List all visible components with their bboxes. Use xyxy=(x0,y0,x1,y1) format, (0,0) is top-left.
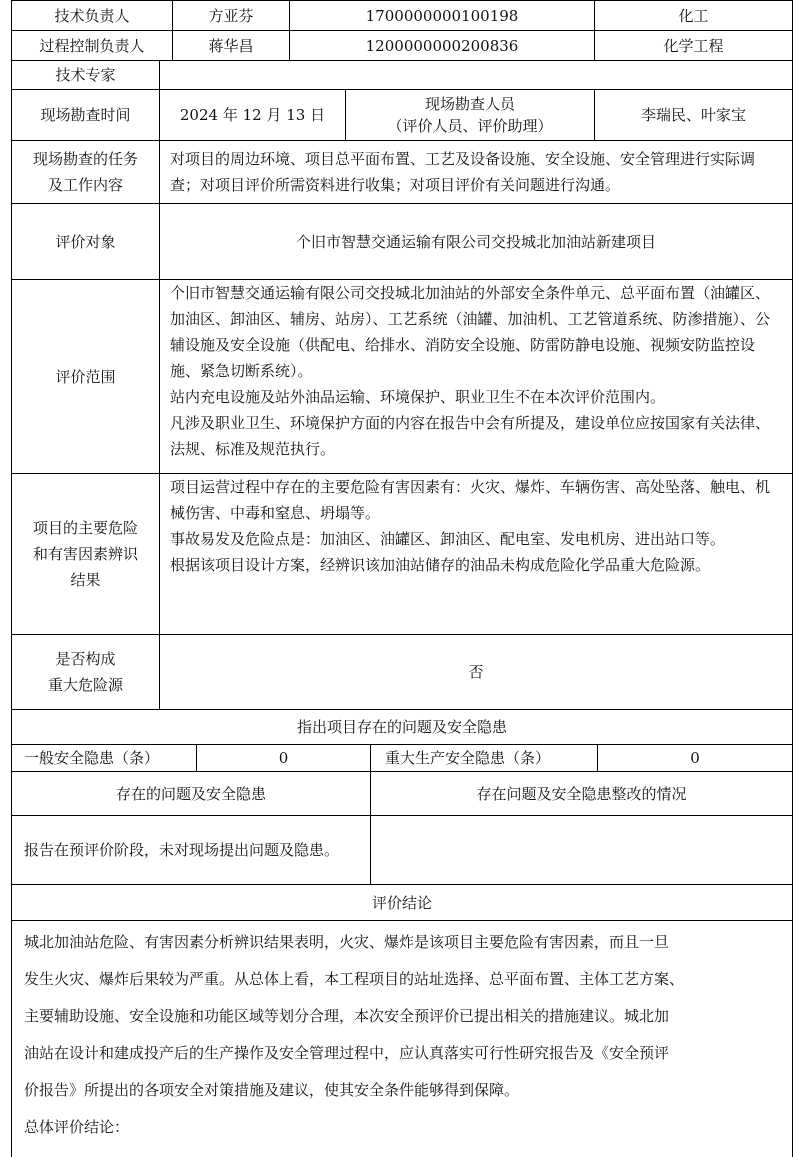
general-hazard-label: 一般安全隐患（条） xyxy=(24,749,160,767)
row-label: 过程控制负责人 xyxy=(39,36,145,55)
fix-column-header: 存在问题及安全隐患整改的情况 xyxy=(370,772,792,815)
major-hazard-count: 0 xyxy=(597,745,792,771)
issue-text: 报告在预评价阶段，未对现场提出问题及隐患。 xyxy=(24,841,340,859)
conclusion-body xyxy=(11,921,793,1157)
scope-paragraph: 个旧市智慧交通运输有限公司交投城北加油站的外部安全条件单元、总平面布置（油罐区、加油区、卸油区、辅房、站房）、工艺系统（油罐、加油机、工艺管道系统、防渗措施）、公辅设施及安全设施（供配电、给排水、消防安全设施、防雷防静电设施、视频安防监控设施、紧急切断系统）。 xyxy=(170,284,771,380)
major-hazard-label-line1: 是否构成 xyxy=(55,650,116,668)
table-row xyxy=(11,280,793,474)
survey-time-label: 现场勘查时间 xyxy=(40,106,131,124)
overall-conclusion-label: 总体评价结论： xyxy=(24,1118,130,1136)
table-row xyxy=(11,816,793,885)
table-row xyxy=(11,204,793,280)
tasks-label-line2: 及工作内容 xyxy=(47,176,123,194)
conclusion-line: 城北加油站危险、有害因素分析辨识结果表明，火灾、爆炸是该项目主要危险有害因素，而且一旦 xyxy=(24,933,670,951)
hazards-label xyxy=(12,474,159,634)
major-hazard-label-line2: 重大危险源 xyxy=(47,676,123,694)
certificate-number: 1700000000100198 xyxy=(289,1,594,30)
expert-value xyxy=(159,61,792,89)
survey-people-value: 李瑞民、叶家宝 xyxy=(594,90,792,140)
hazards-paragraph: 项目运营过程中存在的主要危险有害因素有：火灾、爆炸、车辆伤害、高处坠落、触电、机械伤害、中毒和窒息、坍塌等。 xyxy=(170,478,771,522)
major: 化学工程 xyxy=(594,31,792,60)
major-hazard-count-label: 重大生产安全隐患（条） xyxy=(370,745,597,771)
survey-people-label-line2: （评价人员、评价助理） xyxy=(387,117,553,135)
conclusion-title: 评价结论 xyxy=(371,893,432,912)
survey-people-label xyxy=(345,90,594,140)
table-row xyxy=(11,772,793,816)
issue-content xyxy=(12,816,370,884)
person-name: 方亚芬 xyxy=(172,1,289,30)
hazards-label-line3: 结果 xyxy=(70,571,101,589)
tasks-text: 对项目的周边环境、项目总平面布置、工艺及设备设施、安全设施、安全管理进行实际调查；对项目评价所需资料进行收集；对项目评价有关问题进行沟通。 xyxy=(170,150,756,194)
scope-paragraph: 站内充电设施及站外油品运输、环境保护、职业卫生不在本次评价范围内。 xyxy=(170,388,666,406)
issue-column-header: 存在的问题及安全隐患 xyxy=(115,784,266,803)
conclusion-line: 发生火灾、爆炸后果较为严重。从总体上看，本工程项目的站址选择、总平面布置、主体工艺方案、 xyxy=(24,970,685,988)
hazards-content xyxy=(159,474,792,634)
fix-content xyxy=(370,816,792,884)
hazards-paragraph: 根据该项目设计方案，经辨识该加油站储存的油品未构成危险化学品重大危险源。 xyxy=(170,556,711,574)
hazards-label-line1: 项目的主要危险 xyxy=(32,519,138,537)
object-label: 评价对象 xyxy=(55,232,116,251)
survey-people-label-line1: 现场勘查人员 xyxy=(424,95,515,113)
row-label: 技术负责人 xyxy=(54,6,130,25)
major: 化工 xyxy=(594,1,792,30)
major-hazard-value: 否 xyxy=(159,635,792,709)
scope-content xyxy=(159,280,792,473)
hazards-label-line2: 和有害因素辨识 xyxy=(32,545,138,563)
conclusion-line: 主要辅助设施、安全设施和功能区域等划分合理，本次安全预评价已提出相关的措施建议。城北加 xyxy=(24,1007,670,1025)
conclusion-line: 油站在设计和建成投产后的生产操作及安全管理过程中，应认真落实可行性研究报告及《安全预评 xyxy=(24,1044,670,1062)
expert-label: 技术专家 xyxy=(55,66,116,84)
scope-label: 评价范围 xyxy=(55,367,116,386)
survey-time-value: 2024 年 12 月 13 日 xyxy=(159,90,345,140)
tasks-label-line1: 现场勘查的任务 xyxy=(32,150,138,168)
certificate-number: 1200000000200836 xyxy=(289,31,594,60)
table-row xyxy=(11,745,793,772)
scope-paragraph: 凡涉及职业卫生、环境保护方面的内容在报告中会有所提及，建设单位应按国家有关法律、法规、标准及规范执行。 xyxy=(170,414,771,458)
table-row xyxy=(11,885,793,921)
object-value: 个旧市智慧交通运输有限公司交投城北加油站新建项目 xyxy=(159,204,792,279)
table-row xyxy=(11,61,793,90)
table-row xyxy=(11,0,793,31)
table-row xyxy=(11,635,793,710)
table-row xyxy=(11,90,793,141)
table-row xyxy=(11,474,793,635)
table-row xyxy=(11,31,793,61)
table-row xyxy=(11,710,793,745)
hazards-paragraph: 事故易发及危险点是：加油区、油罐区、卸油区、配电室、发电机房、进出站口等。 xyxy=(170,530,726,548)
major-hazard-label xyxy=(12,635,159,709)
conclusion-line: 价报告》所提出的各项安全对策措施及建议，使其安全条件能够得到保障。 xyxy=(24,1081,520,1099)
person-name: 蒋华昌 xyxy=(172,31,289,60)
general-hazard-count: 0 xyxy=(196,745,370,771)
table-row xyxy=(11,141,793,204)
issues-title: 指出项目存在的问题及安全隐患 xyxy=(296,718,507,736)
tasks-label xyxy=(12,141,159,203)
tasks-content xyxy=(159,141,792,203)
